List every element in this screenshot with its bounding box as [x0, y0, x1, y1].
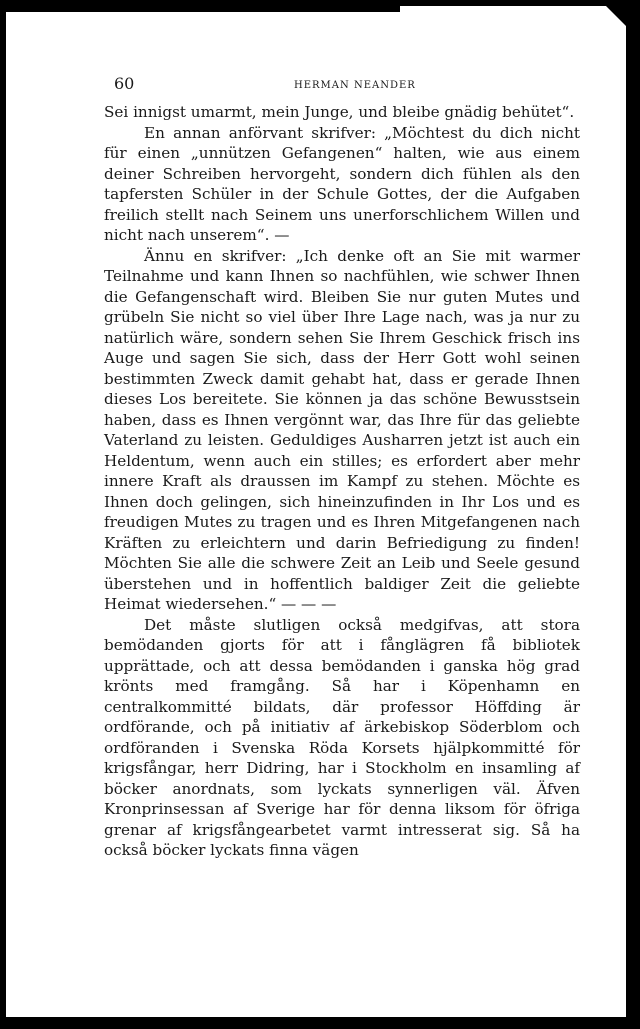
scan-edge-right	[626, 0, 640, 1029]
scan-edge-bottom	[0, 1017, 640, 1029]
paragraph: En annan anförvant skrifver: „Möchtest du dich nicht für einen „unnützen Gefangenen“ halten, wie aus einem deiner Schreiben hervorgeht, sondern dich fühlen als den tapfersten Schüler in der Schule Gottes, der die Aufgaben freilich stellt nach Seinem uns unerforschlichem Willen und nicht nach unserem“. —	[104, 123, 580, 244]
body-text	[104, 102, 580, 861]
paragraph-continuation: Sei innigst umarmt, mein Junge, und bleibe gnädig behütet“.	[104, 103, 575, 121]
scan-edge-top	[0, 0, 400, 12]
page-number: 60	[114, 74, 135, 93]
paragraph: Ännu en skrifver: „Ich denke oft an Sie mit warmer Teilnahme und kann Ihnen so nachfühlen, wie schwer Ihnen die Gefangenschaft wird. Bleiben Sie nur guten Mutes und grübeln Sie nicht so viel über Ihre Lage nach, was ja nur zu natürlich wäre, sondern sehen Sie Ihrem Geschick frisch ins Auge und sagen Sie sich, dass der Herr Gott wohl seinen bestimmten Zweck damit gehabt hat, dass er gerade Ihnen dieses Los bereitete. Sie können ja das schöne Bewusstsein haben, dass es Ihnen vergönnt war, das Ihre für das geliebte Vaterland zu leisten. Geduldiges Ausharren jetzt ist auch ein Heldentum, wenn auch ein stilles; es erfordert aber mehr innere Kraft als draussen im Kampf zu stehen. Möchte es Ihnen doch gelingen, sich hineinzufinden in Ihr Los und es freudigen Mutes zu tragen und es Ihren Mitgefangenen nach Kräften zu erleichtern und darin Befriedigung zu finden! Möchten Sie alle die schwere Zeit an Leib und Seele gesund überstehen und in hoffentlich baldiger Zeit die geliebte Heimat wiedersehen.“ — — —	[104, 246, 580, 613]
paragraph: Det måste slutligen också medgifvas, att stora bemödanden gjorts för att i fånglägren få bibliotek upprättade, och att dessa bemödanden i ganska hög grad krönts med framgång. Så har i Köpenhamn en centralkommitté bildats, där professor Höffding är ordförande, och på initiativ af ärkebiskop Söderblom och ordföranden i Svenska Röda Korsets hjälpkommitté för krigsfångar, herr Didring, har i Stockholm en insamling af böcker anordnats, som lyckats synnerligen väl. Äfven Kronprinsessan af Sverige har för denna liksom för öfriga grenar af krigsfångearbetet varmt intresserat sig. Så ha också böcker lyckats finna vägen	[104, 615, 580, 859]
page-header	[104, 74, 580, 96]
book-page	[104, 74, 580, 861]
running-head: HERMAN NEANDER	[294, 80, 416, 91]
scan-edge-left	[0, 0, 6, 1029]
